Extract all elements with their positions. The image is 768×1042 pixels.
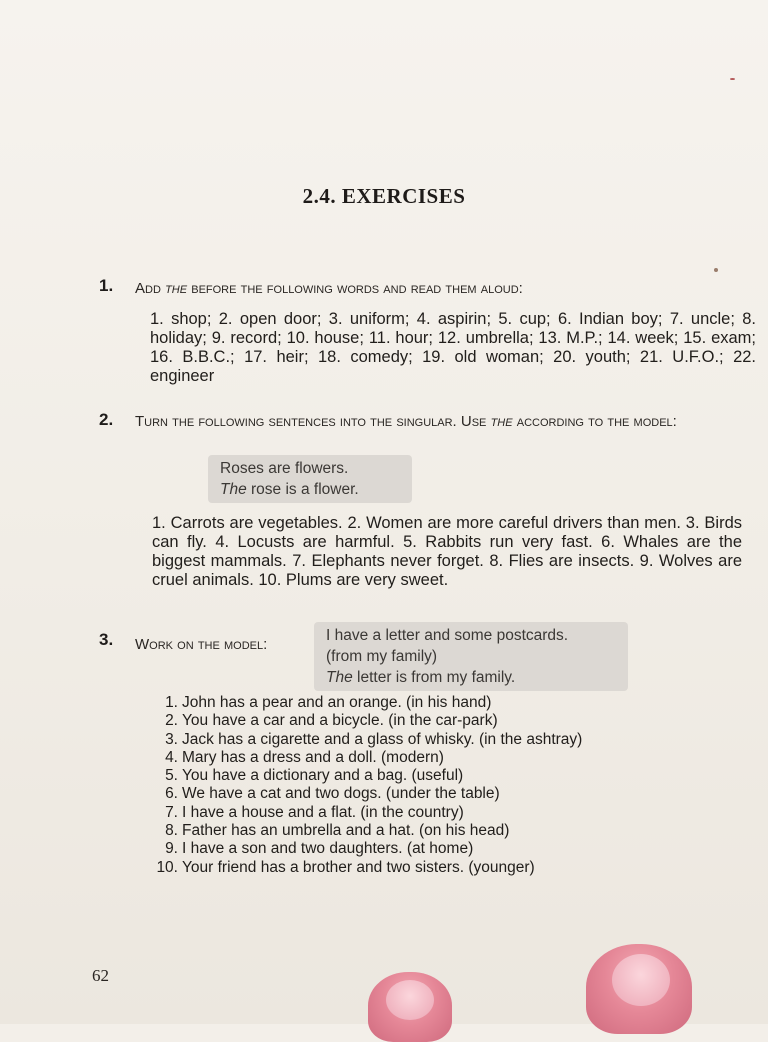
exercise-number: 2. [99, 410, 114, 429]
exercise-instruction: Work on the model: [135, 636, 268, 653]
exercise-body: 1. shop; 2. open door; 3. uniform; 4. aspirin; 5. cup; 6. Indian boy; 7. uncle; 8. holiday; 9. record; 10. house; 11. hour; 12. umbrella; 13. M.P.; 14. week; 15. exam; 16. B.B.C.; 17. heir; 18. comedy; 19. old woman; 20. youth; 21. U.F.O.; 22. engineer [150, 310, 756, 385]
model-line: (from my family) [326, 648, 438, 665]
item-number: 1. [165, 694, 178, 711]
item-text: You have a car and a bicycle. (in the car-park) [182, 712, 498, 730]
item-text: I have a son and two daughters. (at home) [182, 840, 474, 858]
item-text: Jack has a cigarette and a glass of whisky. (in the ashtray) [182, 730, 583, 748]
paper-speck [730, 78, 735, 80]
model-line: Roses are flowers. [220, 460, 349, 477]
model-emphasis: The [220, 481, 247, 498]
model-line [326, 667, 616, 688]
exercise-number: 1. [99, 276, 114, 295]
section-title: 2.4. EXERCISES [302, 184, 466, 208]
item-number: 4. [165, 748, 178, 766]
list-item [145, 712, 705, 730]
instruction-text: before the following words and read them aloud: [187, 280, 523, 297]
list-item [145, 749, 705, 767]
item-text: Your friend has a brother and two sisters. (younger) [182, 858, 535, 876]
model-line [220, 479, 400, 500]
exercise-list [145, 694, 705, 877]
instruction-text: Add [135, 280, 166, 297]
list-item [145, 785, 705, 803]
item-number: 9. [165, 840, 178, 858]
item-text: Mary has a dress and a doll. (modern) [182, 748, 444, 766]
item-number: 3. [165, 730, 178, 748]
model-text: letter is from my family. [352, 669, 516, 686]
list-item [145, 804, 705, 822]
item-number: 7. [165, 803, 178, 821]
instruction-emphasis: the [490, 413, 513, 430]
exercise-body: 1. Carrots are vegetables. 2. Women are more careful drivers than men. 3. Birds can fly. 4. Locusts are harmful. 5. Rabbits run very fast. 6. Whales are the biggest mammals. 7. Elephants never forget. 8. Flies are insects. 9. Wolves are cruel animals. 10. Plums are very sweet. [152, 514, 742, 589]
exercise-instruction [135, 413, 755, 430]
model-text: rose is a flower. [246, 481, 359, 498]
item-text: I have a house and a flat. (in the country) [182, 803, 464, 821]
item-number: 8. [165, 822, 178, 840]
exercise-instruction [135, 280, 755, 297]
exercise-number: 3. [99, 630, 114, 649]
model-emphasis: The [326, 669, 353, 686]
instruction-text: Turn the following sentences into the singular. Use [135, 413, 491, 430]
item-number: 5. [165, 767, 178, 785]
fingernail [612, 954, 670, 1006]
page-number: 62 [92, 966, 109, 985]
list-item [145, 859, 705, 877]
item-number: 6. [165, 785, 178, 803]
list-item [145, 840, 705, 858]
item-text: You have a dictionary and a bag. (useful) [182, 767, 464, 785]
item-number: 2. [165, 712, 178, 730]
fingernail [386, 980, 434, 1020]
fingertip-right [586, 944, 692, 1034]
item-text: John has a pear and an orange. (in his hand) [182, 694, 492, 711]
model-box [314, 622, 628, 691]
model-line: I have a letter and some postcards. [326, 627, 569, 644]
list-item [145, 822, 705, 840]
item-number: 10. [156, 858, 178, 876]
instruction-text: according to the model: [512, 413, 677, 430]
item-text: We have a cat and two dogs. (under the table) [182, 785, 500, 803]
instruction-emphasis: the [165, 280, 188, 297]
list-item [145, 731, 705, 749]
paper-speck [714, 268, 718, 272]
item-text: Father has an umbrella and a hat. (on his head) [182, 822, 510, 840]
list-item [145, 767, 705, 785]
list-item [145, 694, 705, 712]
model-box [208, 455, 412, 503]
fingertip-left [368, 972, 452, 1042]
